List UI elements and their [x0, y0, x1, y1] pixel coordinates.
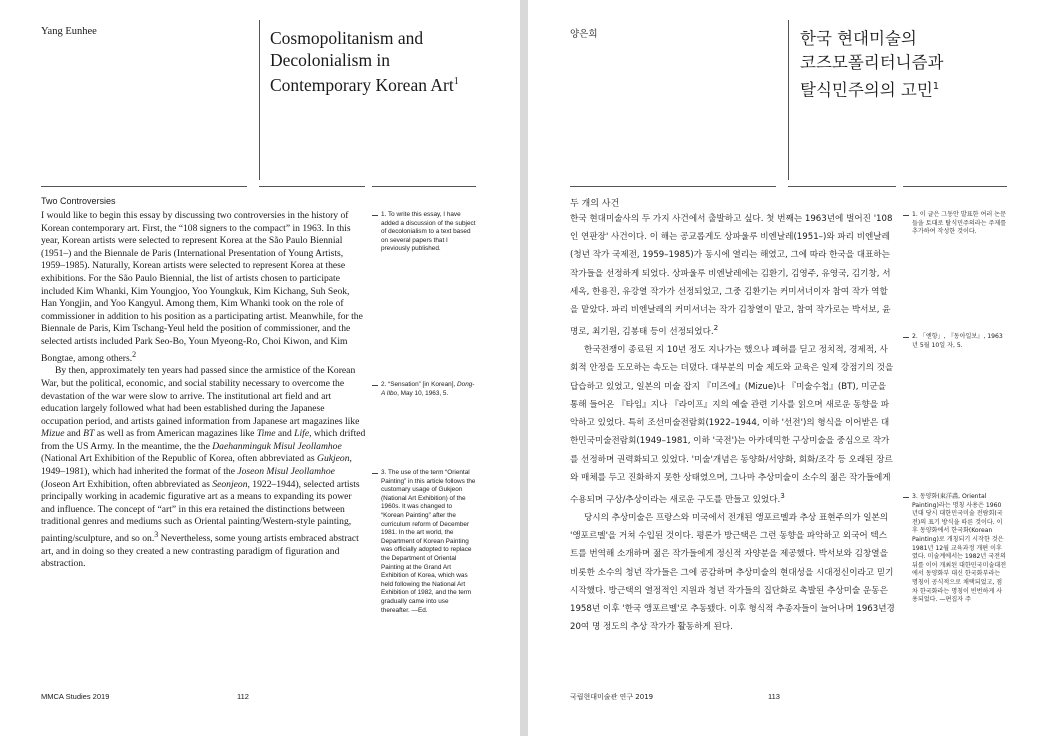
footnote-2: 2. 「엔항」, 『동아일보』, 1963년 5월 10일 자, 5.	[903, 333, 1007, 350]
paragraph: I would like to begin this essay by discussing two controversies in the history of Korean contemporary art. First, the “108 signers to the compact” in 1963. In this year, Korean artists were selected to represent Korea at the São Paulo Biennial (1951–) and the Biennale de Paris (International Presentation of Young Artists, 1959–1985). Naturally, Korean artists were selected to represent Korea at these exhibitions. For the São Paulo Biennial, the list of artists chosen to participate included Kim Whanki, Kim Youngjoo, Yoo Youngkuk, Kim Kichang, Suh Seok, Han Yongjin, and Yoo Kangyul. Among them, Kim Whanki took on the role of commissioner in addition to his position as a participating artist. Meanwhile, for the Biennale de Paris, Kim Tschang-Yeul held the position of commissioner, and the selected artists included Park Seo-Bo, Youn Myeong-Ro, Choi Kiwon, and Kim Bongtae, among others.$^2$	[41, 210, 363, 364]
footnote-ref: 2	[713, 323, 719, 333]
footnote-marker	[372, 215, 378, 216]
footnote-2: 2. “Sensation” [in Korean], Dong-A Ilbo, May 10, 1963, 5.	[372, 381, 476, 398]
paragraph: 당시의 추상미술은 프랑스와 미국에서 전개된 앵포르멜과 추상 표현주의가 일본의 '앵포르멜'을 거쳐 수입된 것이다. 평론가 방근택은 그런 동향을 파악하고 외국어 텍스트를 번역해 소개하며 젊은 작가들에게 정신적 자양분을 제공했다. 박서보와 김창열을 비롯한 소수의 청년 작가들은 그에 공감하며 추상미술의 현대성을 시대정신이라고 믿기 시작했다. 방근택의 열정적인 지원과 청년 작가들의 집단화로 촉발된 추상미술 운동은 1958년 이후 '한국 앵포르멜'로 추동됐다. 이후 형식적 추종자들이 늘어나며 1963년경 20여 명 정도의 추상 작가가 활동하게 된다.	[570, 512, 895, 633]
title-line: 탈식민주의의 고민	[800, 80, 933, 100]
paragraph: 한국 현대미술사의 두 가지 사건에서 출발하고 싶다. 첫 번째는 1963년에 벌어진 '108인 연판장' 사건이다. 이 해는 공교롭게도 상파울루 비엔날레(1951–)와 파리 비엔날레(청년 작가 국제전, 1959–1985)가 동시에 열리는 해였고, 그에 따라 한국을 대표하는 작가들을 선정하게 되었다. 상파울루 비엔날레에는 김환기, 김영주, 유영국, 김기창, 서세옥, 한용진, 유강열 작가가 선정되었고, 그중 김환기는 커미셔너이자 참여 작가 역할을 맡았다. 파리 비엔날레의 커미셔너는 작가 김창열이 맡고, 참여 작가로는 박서보, 윤명로, 최기원, 김봉태 등이 선정되었다.$^2$	[570, 214, 893, 338]
page-number: 113	[768, 692, 780, 701]
section-rule	[259, 186, 365, 187]
footer-publication: 국립현대미술관 연구 2019	[570, 693, 654, 701]
footer-publication: MMCA Studies 2019	[41, 692, 110, 701]
footnote-3: 3. The use of the term “Oriental Painting” in this article follows the customary usage of Gukjeon (National Art Exhibition) of the 1960s. It was changed to “Korean Painting” after the curriculum reform of December 1981. In the art world, the Department of Korean Painting was officially adopted to replace the Department of Oriental Painting at the Grand Art Exhibition of Korea, which was held following the National Art Exhibition of 1982, and the term gradually came into use thereafter. —Ed.	[372, 469, 476, 615]
title-line: 한국 현대미술의	[800, 29, 917, 48]
footnote-marker	[903, 215, 909, 216]
footnote-1: 1. 이 글은 그동안 발표한 여러 논문들을 토대로 탈식민주의라는 주제를 추가하여 작성한 것이다.	[903, 211, 1007, 237]
footnote-1: 1. To write this essay, I have added a discussion of the subject of decolonialism to a text based on several papers that I previously published.	[372, 211, 476, 254]
footnote-3: 3. 동양화(東洋畵, Oriental Painting)라는 명칭 사용은 1960년대 당시 대한민국미술 전람회(국전)의 표기 방식을 따른 것이다. 이후 동양화에서 한국화(Korean Painting)로 개칭되기 시작한 것은 1981년 12월 교육과정 개편 이후였다. 미술계에서는 1982년 국전의 뒤를 이어 개최된 대한민국미술대전에서 동양화부 대신 한국화부라는 명칭이 공식적으로 채택되었고, 점차 한국화라는 명칭이 빈번하게 사용되었다. —편집자 주	[903, 493, 1007, 605]
title-line: Contemporary Korean Art	[270, 74, 454, 95]
footnote-marker	[372, 385, 378, 386]
section-heading: 두 개의 사건	[570, 199, 620, 209]
section-rule	[570, 186, 776, 187]
footnote-ref: 1	[932, 81, 940, 92]
notes-rule	[372, 186, 476, 187]
right-page	[528, 0, 1048, 736]
section-rule	[41, 186, 247, 187]
title-divider	[788, 20, 789, 180]
paragraph: By then, approximately ten years had passed since the armistice of the Korean War, but the political, economic, and social stability necessary to overcome the devastation of the war were slow to arrive. The institutional art field and art education largely followed what had been established during the Japanese occupation period, and artists gained information from Japanese art magazines like Mizue and BT as well as from American magazines like Time and Life, which drifted from the US Army. In the meantime, the the Daehanminguk Misul Jeollamhoe (National Art Exhibition of the Republic of Korea, often abbreviated as Gukjeon, 1949–1981), which had inherited the format of the Joseon Misul Jeollamhoe (Joseon Art Exhibition, often abbreviated as Seonjeon, 1922–1944), selected artists principally working in academic figurative art as a means to expanding its power and influence. The concept of “art” in this era retained the distinctions between traditional genres and mediums such as Oriental painting/Western-style painting, painting/sculpture, and so on.$^3$ Nevertheless, some young artists embraced abstract art, and in doing so they created a new contrasting paradigm of figuration and abstraction.	[41, 365, 366, 570]
author-name: Yang Eunhee	[41, 26, 97, 37]
body-text	[41, 210, 366, 571]
article-title	[800, 27, 943, 103]
footnote-marker	[372, 473, 378, 474]
title-line: Decolonialism in	[270, 50, 391, 70]
page-number: 112	[237, 692, 249, 701]
footnote-ref: 3	[154, 530, 159, 540]
footnote-ref: 3	[780, 490, 785, 500]
article-title	[270, 27, 459, 96]
section-rule	[788, 186, 896, 187]
footnote-ref: 1	[453, 76, 459, 87]
left-page	[0, 0, 520, 736]
title-line: Cosmopolitanism and	[270, 28, 424, 48]
title-line: 코즈모폴리터니즘과	[800, 53, 944, 72]
section-heading: Two Controversies	[41, 196, 116, 206]
title-divider	[259, 20, 260, 180]
notes-rule	[903, 186, 1007, 187]
footnote-ref: 2	[132, 349, 137, 359]
footnote-marker	[903, 497, 909, 498]
paragraph: 한국전쟁이 종료된 지 10년 정도 지나가는 했으나 폐허를 딛고 정치적, 경제적, 사회적 안정을 도모하는 속도는 더뎠다. 대부분의 미술 제도와 교육은 일제 강점기의 것을 답습하고 있었고, 일본의 미술 잡지 『미즈에』(Mizue)나 『미술수첩』(BT), 미군을 통해 들어온 『타임』지나 『라이프』지의 예술 관련 기사를 읽으며 새로운 동향을 파악하고 있었다. 특히 조선미술전람회(1922–1944, 이하 '선전')의 형식을 이어받은 대한민국미술전람회(1949–1981, 이하 '국전')는 아카데믹한 구상미술을 중심으로 작가를 선정하며 권력화되고 있었다. '미술'개념은 동양화/서양화, 회화/조각 등 오래된 장르와 매체를 두고 진화하지 못한 상태였으며, 그나마 추상미술이 소수의 젊은 작가들에게 수용되며 구상/추상이라는 새로운 구도를 만들고 있었다.$^3$	[570, 345, 894, 505]
author-name: 양은희	[570, 29, 598, 40]
footnote-marker	[903, 337, 909, 338]
body-text	[570, 210, 895, 636]
